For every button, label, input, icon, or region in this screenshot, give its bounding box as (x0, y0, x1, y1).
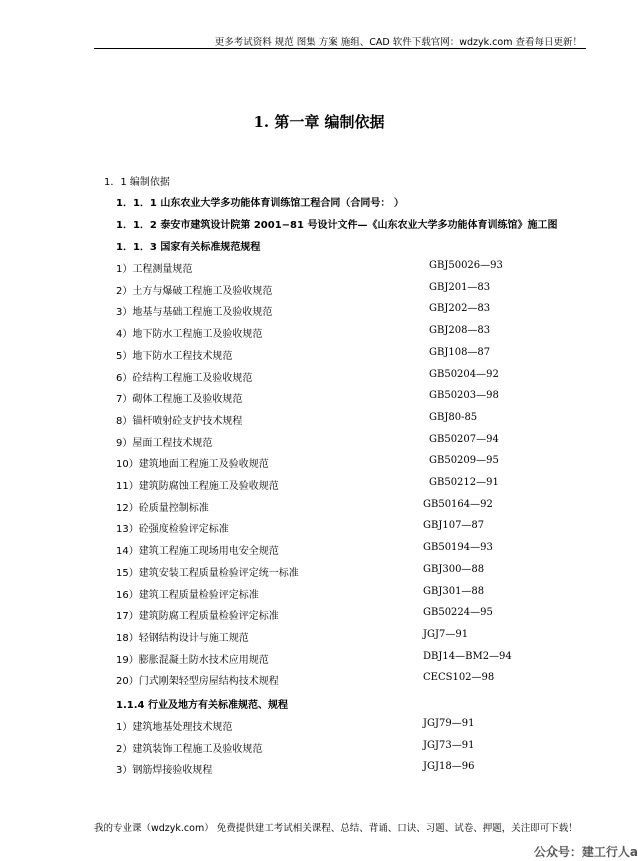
top-banner: 更多考试资料 规范 图集 方案 施组、CAD 软件下载官网：wdzyk.com 查看每日更新！ (214, 37, 582, 48)
spec-row (116, 325, 536, 339)
spec-name: 19）膨胀混凝土防水技术应用规范 (116, 654, 269, 666)
spec-name: 3）地基与基础工程施工及验收规范 (116, 307, 273, 319)
national-standards-heading: 1．1．3 国家有关标准规范规程 (116, 242, 261, 253)
spec-row (116, 651, 536, 665)
spec-name: 16）建筑工程质量检验评定标准 (116, 589, 259, 601)
watermark: 公众号：建工行人a (533, 845, 638, 859)
spec-name: 1）工程测量规范 (116, 264, 193, 275)
spec-name: 8）锚杆喷射砼支护技术规程 (116, 415, 243, 427)
spec-row (116, 282, 536, 296)
spec-code: GBJ301—88 (423, 585, 485, 597)
footer-text: 我的专业课（wdzyk.com） 免费提供建工考试相关课程、总结、背诵、口诀、习题、试卷、押题，关注即可下载！ (94, 823, 578, 834)
chapter-title: 1. 第一章 编制依据 (253, 113, 385, 131)
contract-heading: 1．1．1 山东农业大学多功能体育训练馆工程合同（合同号： ） (116, 198, 404, 209)
spec-name: 9）屋面工程技术规范 (116, 437, 213, 449)
spec-name: 7）砌体工程施工及验收规范 (116, 394, 243, 406)
spec-code: GB50212—91 (429, 477, 499, 488)
spec-row (116, 607, 536, 621)
spec-name: 2）建筑装饰工程施工及验收规范 (116, 743, 263, 755)
spec-code: GB50224—95 (423, 607, 493, 619)
spec-code: DBJ14—BM2—94 (423, 650, 512, 662)
spec-name: 4）地下防水工程施工及验收规范 (116, 329, 263, 341)
spec-row (116, 520, 536, 534)
section-heading: 1．1 编制依据 (104, 177, 170, 188)
spec-name: 2）土方与爆破工程施工及验收规范 (116, 285, 273, 297)
spec-name: 5）地下防水工程技术规范 (116, 350, 233, 362)
spec-code: GBJ202—83 (429, 303, 491, 315)
spec-code: JGJ79—91 (423, 718, 475, 729)
spec-code: GBJ108—87 (429, 346, 491, 358)
spec-row (116, 761, 536, 775)
spec-code: GBJ107—87 (423, 520, 485, 532)
spec-code: GB50203—98 (429, 390, 499, 402)
spec-code: GBJ50026—93 (429, 260, 503, 271)
spec-name: 18）轻钢结构设计与施工规范 (116, 632, 249, 644)
spec-name: 20）门式刚架轻型房屋结构技术规程 (116, 676, 279, 688)
spec-code: JGJ7—91 (423, 628, 469, 640)
spec-row (116, 412, 536, 426)
spec-row (116, 260, 536, 274)
spec-code: GBJ208—83 (429, 325, 491, 337)
header-divider (94, 48, 586, 49)
spec-code: GB50204—92 (429, 368, 499, 380)
spec-row (116, 499, 536, 513)
spec-name: 14）建筑工程施工现场用电安全规范 (116, 546, 279, 558)
spec-code: GBJ201—83 (429, 281, 491, 293)
spec-name: 15）建筑安装工程质量检验评定统一标准 (116, 567, 299, 579)
spec-name: 12）砼质量控制标准 (116, 502, 209, 514)
spec-name: 11）建筑防腐蚀工程施工及验收规范 (116, 481, 279, 492)
spec-name: 17）建筑防腐工程质量检验评定标准 (116, 611, 279, 623)
spec-row (116, 740, 536, 754)
spec-row (116, 434, 536, 448)
spec-code: GB50209—95 (429, 455, 499, 467)
design-document-heading: 1．1．2 泰安市建筑设计院第 2001−81 号设计文件—《山东农业大学多功能体育训练馆》施工图 (116, 220, 558, 231)
spec-row (116, 477, 536, 491)
spec-row (116, 455, 536, 469)
spec-code: GBJ80-85 (429, 411, 478, 423)
spec-row (116, 303, 536, 317)
industry-standards-heading: 1.1.4 行业及地方有关标准规范、规程 (116, 700, 288, 711)
spec-name: 10）建筑地面工程施工及验收规范 (116, 459, 269, 471)
spec-code: GB50207—94 (429, 433, 499, 445)
spec-row (116, 347, 536, 361)
spec-row (116, 369, 536, 383)
spec-code: GB50164—92 (423, 498, 493, 510)
spec-row (116, 672, 536, 686)
spec-row (116, 390, 536, 404)
spec-code: JGJ18—96 (423, 761, 475, 772)
spec-name: 3）钢筋焊接验收规程 (116, 765, 213, 776)
spec-row (116, 586, 536, 600)
spec-name: 6）砼结构工程施工及验收规范 (116, 372, 253, 384)
spec-row (116, 629, 536, 643)
spec-row (116, 564, 536, 578)
spec-code: JGJ73—91 (423, 739, 475, 751)
spec-code: GBJ300—88 (423, 563, 485, 575)
spec-row (116, 718, 536, 732)
spec-name: 13）砼强度检验评定标准 (116, 524, 229, 536)
spec-code: GB50194—93 (423, 542, 493, 554)
spec-name: 1）建筑地基处理技术规范 (116, 722, 233, 733)
spec-row (116, 542, 536, 556)
spec-code: CECS102—98 (423, 672, 495, 684)
